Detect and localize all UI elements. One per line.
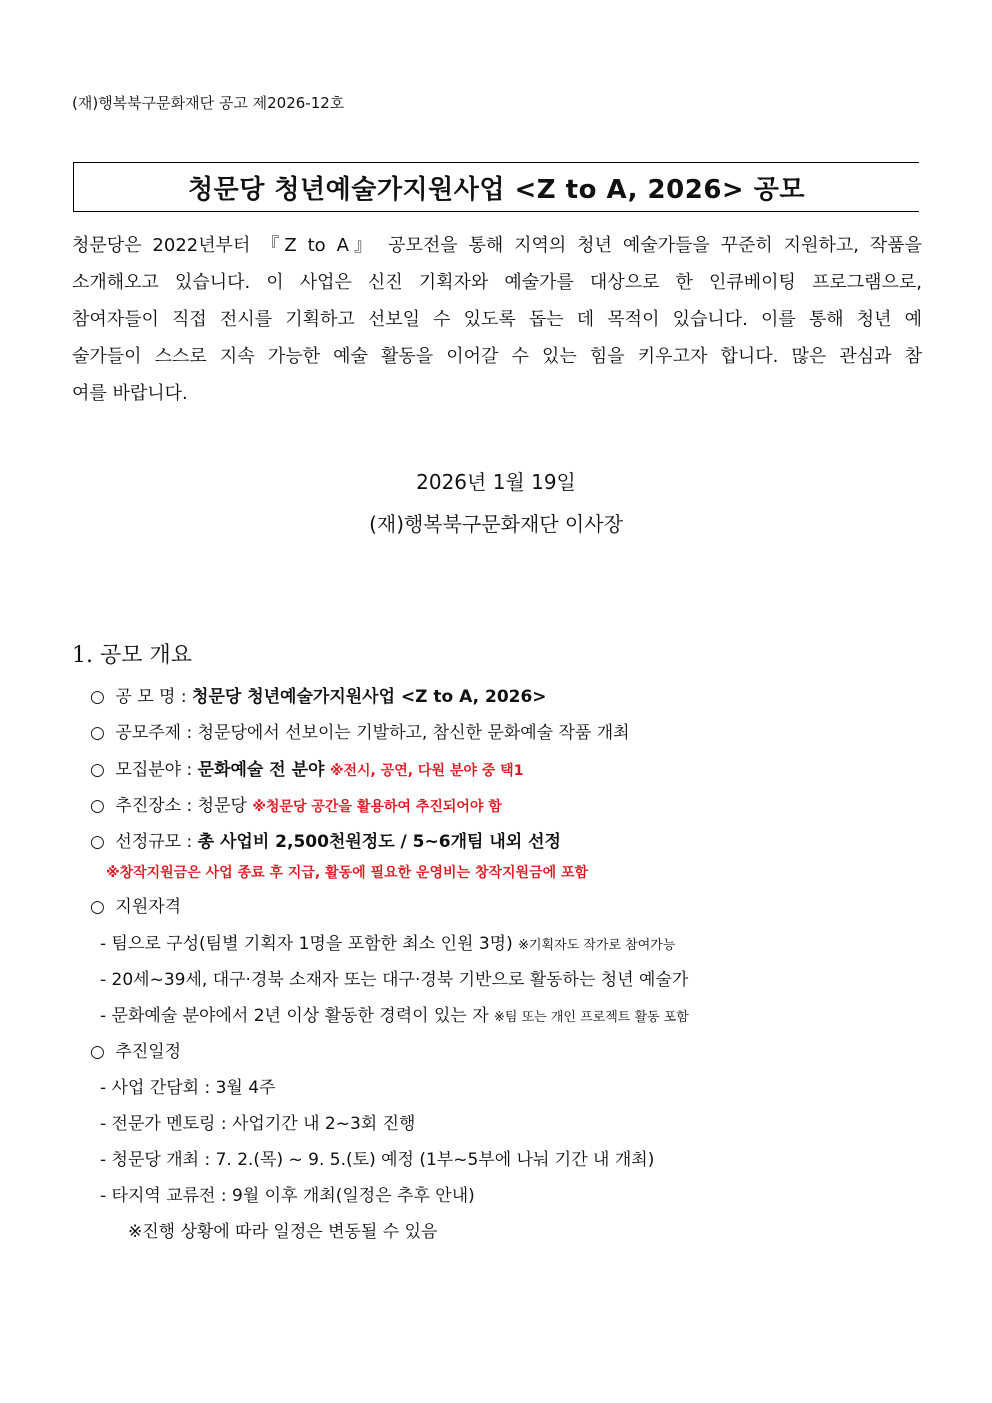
circle-bullet-icon: ○ [90, 1042, 105, 1062]
intro-line: 참여자들이 직접 전시를 기획하고 선보일 수 있도록 돕는 데 목적이 있습니다. 이를 통해 청년 예 [72, 309, 922, 330]
announcement-date: 2026년 1월 19일 [416, 470, 576, 494]
intro-line: 소개해오고 있습니다. 이 사업은 신진 기획자와 예술가를 대상으로 한 인큐베이팅 프로그램으로, [72, 272, 922, 293]
item-value: 청문당 [197, 796, 247, 816]
item-note: ※청문당 공간을 활용하여 추진되어야 함 [252, 799, 502, 815]
item-note: ※전시, 공연, 다원 분야 중 택1 [329, 763, 524, 779]
document-title: 청문당 청년예술가지원사업 <Z to A, 2026> 공모 [188, 174, 805, 205]
intro-line: 술가들이 스스로 지속 가능한 예술 활동을 이어갈 수 있는 힘을 키우고자 합니다. 많은 관심과 참 [72, 346, 922, 367]
item-eligibility [90, 892, 181, 917]
eligibility-note: ※팀 또는 개인 프로젝트 활동 포함 [494, 1010, 689, 1025]
item-label: 공 모 명 : [115, 687, 187, 707]
eligibility-text: - 팀으로 구성(팀별 기획자 1명을 포함한 최소 인원 3명) [100, 934, 513, 954]
issuer-name: (재)행복북구문화재단 이사장 [369, 512, 623, 536]
intro-line: 청문당은 2022년부터 『Z to A』 공모전을 통해 지역의 청년 예술가들을 꾸준히 지원하고, 작품을 [72, 235, 922, 256]
schedule-line-2: - 전문가 멘토링 : 사업기간 내 2~3회 진행 [100, 1114, 416, 1134]
item-value: 청문당에서 선보이는 기발하고, 참신한 문화예술 작품 개최 [197, 723, 630, 743]
schedule-note: ※진행 상황에 따라 일정은 변동될 수 있음 [128, 1222, 438, 1242]
eligibility-note: ※기획자도 작가로 참여가능 [518, 938, 676, 953]
schedule-line-3: - 청문당 개최 : 7. 2.(목) ~ 9. 5.(토) 예정 (1부~5부에 나눠 기간 내 개최) [100, 1150, 655, 1170]
item-venue [90, 791, 502, 816]
eligibility-text: - 20세~39세, 대구·경북 소재자 또는 대구·경북 기반으로 활동하는 청년 예술가 [100, 970, 689, 990]
circle-bullet-icon: ○ [90, 897, 105, 917]
item-label: 선정규모 : [115, 832, 193, 852]
item-label: 추진일정 [115, 1042, 182, 1062]
item-value: 총 사업비 2,500천원정도 / 5~6개팀 내외 선정 [197, 832, 561, 852]
notice-number: (재)행복북구문화재단 공고 제2026-12호 [72, 94, 345, 112]
eligibility-line-3 [100, 1001, 689, 1026]
item-scale [90, 827, 561, 852]
circle-bullet-icon: ○ [90, 832, 105, 852]
scale-note [106, 862, 588, 882]
intro-paragraph [72, 230, 922, 415]
item-label: 지원자격 [115, 897, 182, 917]
eligibility-line-2 [100, 965, 688, 990]
intro-line: 여를 바랍니다. [72, 383, 188, 404]
item-label: 모집분야 : [115, 760, 193, 780]
schedule-line-1: - 사업 간담회 : 3월 4주 [100, 1078, 276, 1098]
circle-bullet-icon: ○ [90, 796, 105, 816]
schedule-line-4: - 타지역 교류전 : 9월 이후 개최(일정은 추후 안내) [100, 1186, 475, 1206]
item-label: 공모주제 : [115, 723, 193, 743]
item-value: 청문당 청년예술가지원사업 <Z to A, 2026> [192, 687, 547, 707]
item-label: 추진장소 : [115, 796, 193, 816]
item-value: 문화예술 전 분야 [197, 760, 325, 780]
eligibility-text: - 문화예술 분야에서 2년 이상 활동한 경력이 있는 자 [100, 1006, 489, 1026]
item-theme [90, 718, 630, 743]
eligibility-line-1 [100, 929, 675, 954]
item-field [90, 755, 523, 780]
title-box [73, 162, 919, 212]
circle-bullet-icon: ○ [90, 687, 105, 707]
section-title: 1. 공모 개요 [72, 643, 192, 668]
scale-note-text: ※창작지원금은 사업 종료 후 지급, 활동에 필요한 운영비는 창작지원금에 포함 [106, 865, 589, 881]
item-schedule [90, 1037, 181, 1062]
circle-bullet-icon: ○ [90, 760, 105, 780]
circle-bullet-icon: ○ [90, 723, 105, 743]
item-contest-name [90, 682, 547, 707]
